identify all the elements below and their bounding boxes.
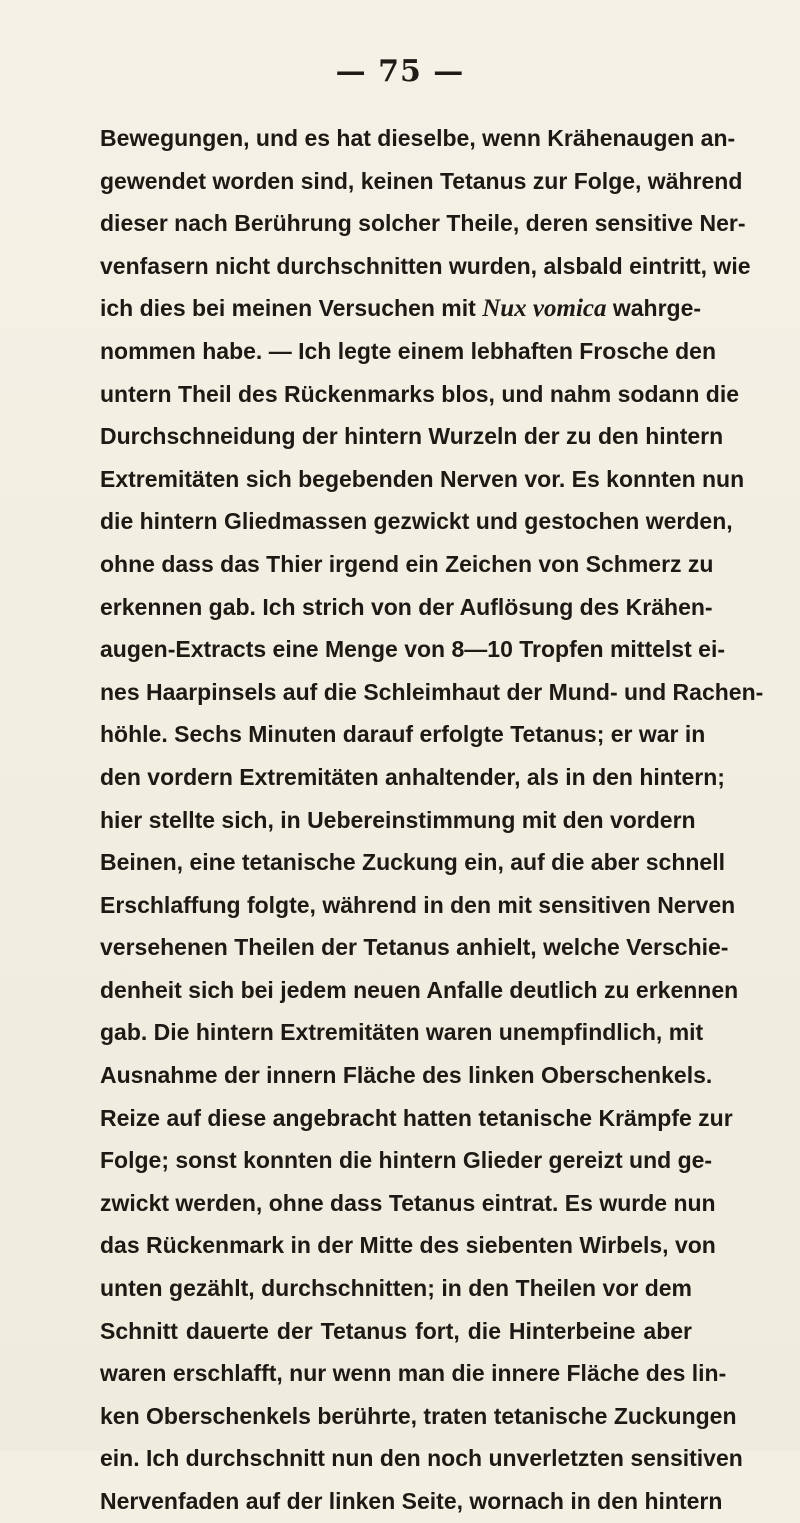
text-line: venfasern nicht durchschnitten wurden, alsbald eintritt, wie bbox=[100, 252, 751, 279]
text-line: erkennen gab. Ich strich von der Auflösung des Krähen- bbox=[100, 593, 713, 620]
text-line: unten gezählt, durchschnitten; in den Theilen vor dem bbox=[100, 1275, 692, 1302]
italic-term: Nux vomica bbox=[482, 295, 607, 323]
body-text bbox=[100, 117, 764, 1523]
text-line: ein. Ich durchschnitt nun den noch unverletzten sensitiven bbox=[100, 1445, 743, 1472]
text-segment: wahrge- bbox=[606, 295, 702, 322]
text-line: Erschlaffung folgte, während in den mit sensitiven Nerven bbox=[100, 891, 736, 918]
text-line: dieser nach Berührung solcher Theile, deren sensitive Ner- bbox=[100, 210, 746, 237]
text-line: nommen habe. — Ich legte einem lebhaften Frosche den bbox=[100, 337, 717, 364]
text-line: die hintern Gliedmassen gezwickt und gestochen werden, bbox=[100, 508, 733, 535]
text-line: Extremitäten sich begebenden Nerven vor. Es konnten nun bbox=[100, 465, 745, 492]
text-line: untern Theil des Rückenmarks blos, und nahm sodann die bbox=[100, 380, 740, 407]
text-line: Folge; sonst konnten die hintern Glieder gereizt und ge- bbox=[100, 1147, 713, 1174]
text-line: höhle. Sechs Minuten darauf erfolgte Tetanus; er war in bbox=[100, 721, 706, 748]
text-line: Durchschneidung der hintern Wurzeln der zu den hintern bbox=[100, 423, 724, 450]
text-line: waren erschlafft, nur wenn man die innere Fläche des lin- bbox=[100, 1360, 727, 1387]
text-line: zwickt werden, ohne dass Tetanus eintrat. Es wurde nun bbox=[100, 1189, 716, 1216]
text-line: gewendet worden sind, keinen Tetanus zur Folge, während bbox=[100, 167, 743, 194]
text-line: nes Haarpinsels auf die Schleimhaut der Mund- und Rachen- bbox=[100, 678, 764, 705]
text-line: Ausnahme der innern Fläche des linken Oberschenkels. bbox=[100, 1062, 713, 1089]
text-line: das Rückenmark in der Mitte des siebenten Wirbels, von bbox=[100, 1232, 716, 1259]
page-number: — 75 — bbox=[335, 54, 465, 89]
text-line: Schnitt dauerte der Tetanus fort, die Hinterbeine aber bbox=[100, 1317, 692, 1344]
text-line: versehenen Theilen der Tetanus anhielt, welche Verschie- bbox=[100, 934, 729, 961]
text-line: Nervenfaden auf der linken Seite, wornach in den hintern bbox=[100, 1488, 723, 1514]
text-line: Bewegungen, und es hat dieselbe, wenn Krähenaugen an- bbox=[100, 125, 736, 151]
text-line: den vordern Extremitäten anhaltender, als in den hintern; bbox=[100, 763, 725, 790]
text-line: Beinen, eine tetanische Zuckung ein, auf die aber schnell bbox=[100, 849, 725, 876]
text-segment: ich dies bei meinen Versuchen mit bbox=[100, 295, 483, 322]
text-line: hier stellte sich, in Uebereinstimmung mit den vordern bbox=[100, 806, 696, 833]
text-line: Reize auf diese angebracht hatten tetanische Krämpfe zur bbox=[100, 1104, 733, 1131]
text-line: denheit sich bei jedem neuen Anfalle deutlich zu erkennen bbox=[100, 976, 739, 1003]
text-line: gab. Die hintern Extremitäten waren unempfindlich, mit bbox=[100, 1019, 704, 1046]
text-line: ohne dass das Thier irgend ein Zeichen von Schmerz zu bbox=[100, 550, 714, 577]
text-line bbox=[100, 287, 702, 330]
text-line: augen-Extracts eine Menge von 8—10 Tropfen mittelst ei- bbox=[100, 636, 725, 663]
text-line: ken Oberschenkels berührte, traten tetanische Zuckungen bbox=[100, 1402, 737, 1429]
